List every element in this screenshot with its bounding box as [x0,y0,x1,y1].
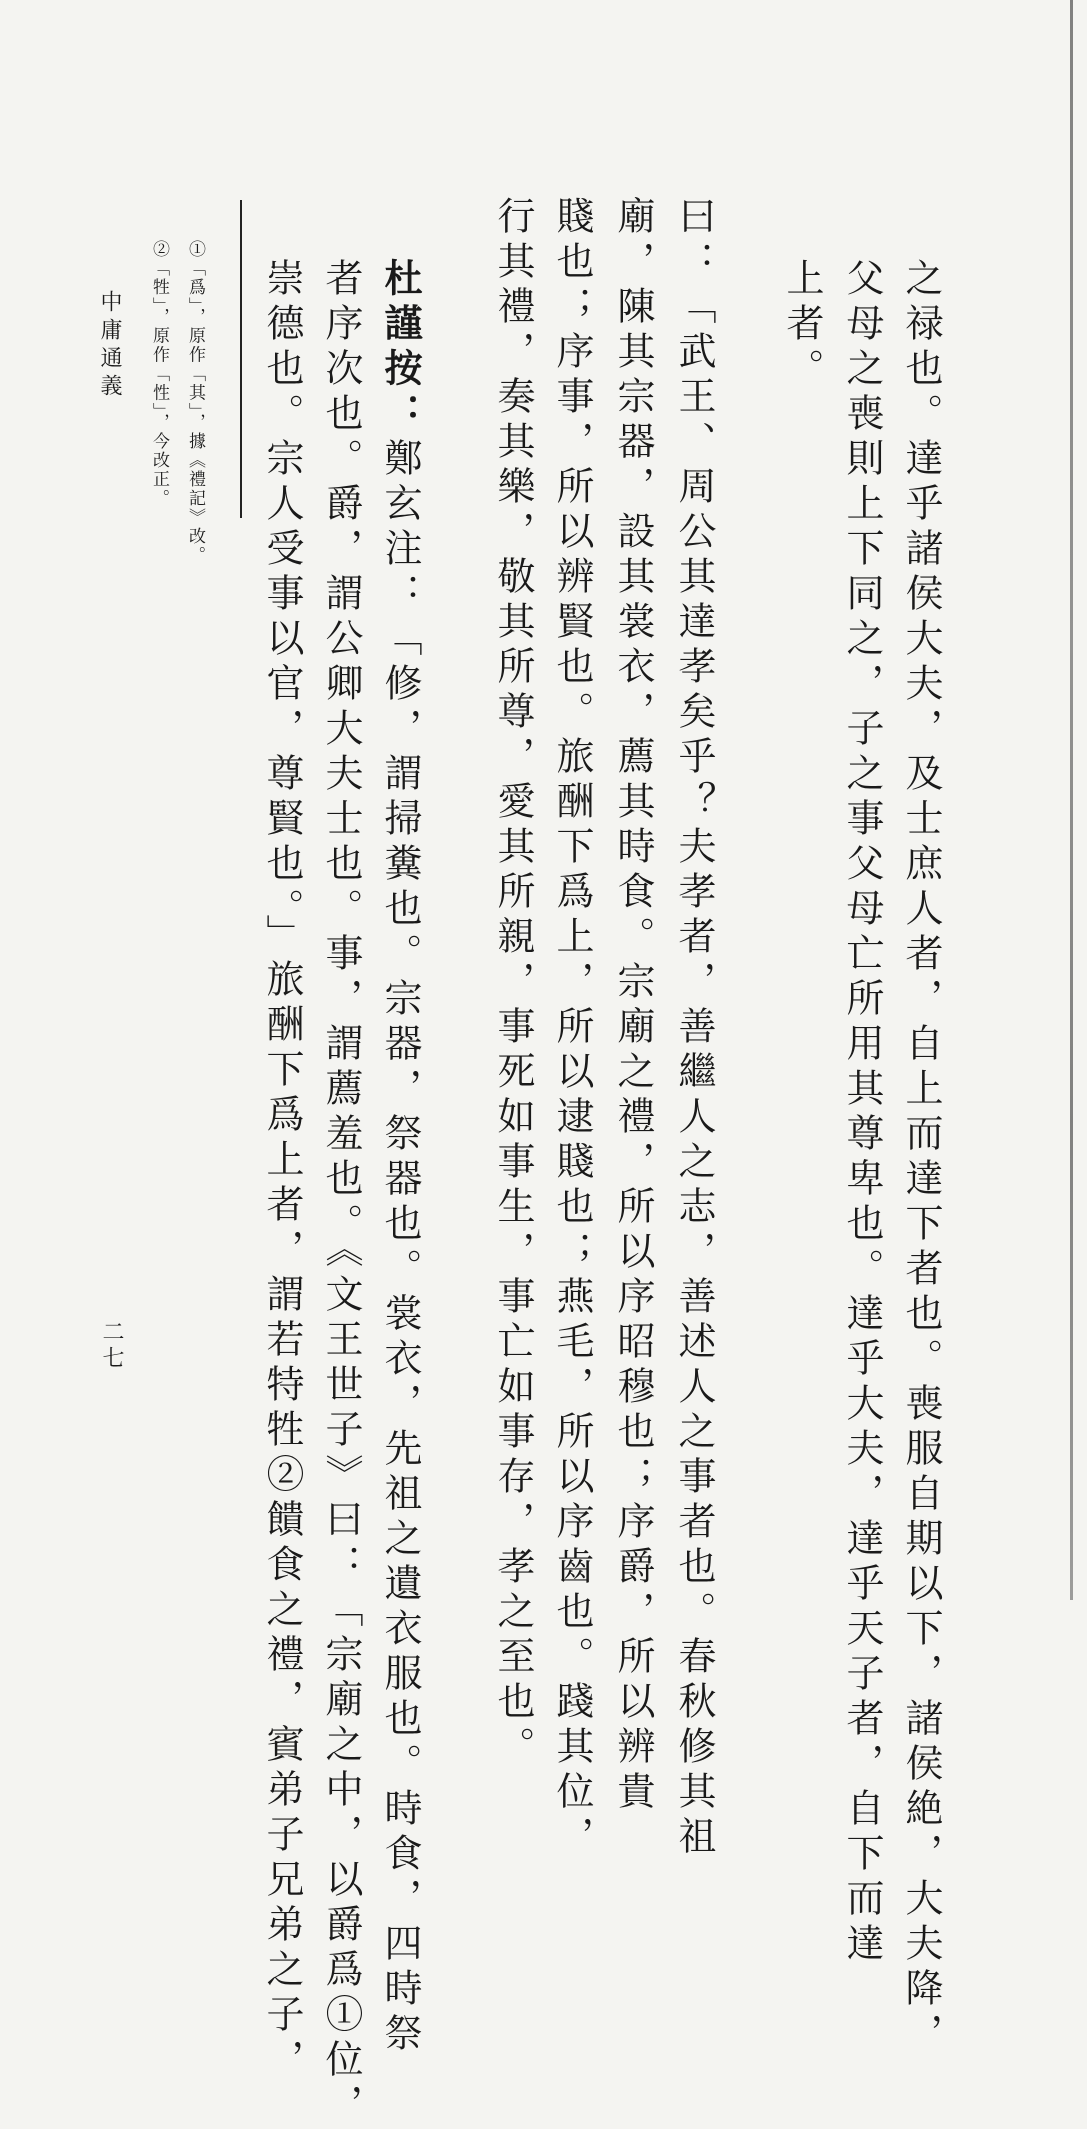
footnote-2: ②「牲」，原作「性」，今改正。 [149,240,169,508]
running-title: 中庸通義 [97,290,122,402]
commentary-text: 鄭玄注：「修，謂掃糞也。宗器，祭器也。裳衣，先祖之遺衣服也。時食，四時祭 [378,438,422,2058]
text-column-2: 父母之喪則上下同之，子之事父母亡所用其尊卑也。達乎大夫，達乎天子者，自下而達 [840,258,884,1968]
commentary-column-1 [378,258,423,2058]
text-column-6: 賤也；序事，所以辨賢也。旅酬下爲上，所以逮賤也；燕毛，所以序齒也。踐其位， [550,196,594,1861]
text-column-1: 之禄也。達乎諸侯大夫，及士庶人者，自上而達下者也。喪服自期以下，諸侯絶，大夫降， [899,258,943,2058]
footnote-1: ①「爲」，原作「其」，據《禮記》改。 [185,240,205,565]
page-edge-shadow [1070,0,1073,1600]
text-column-7: 行其禮，奏其樂，敬其所尊，愛其所親，事死如事生，事亡如事存，孝之至也。 [491,196,535,1771]
commentary-column-3: 崇德也。宗人受事以官，尊賢也。」旅酬下爲上者，謂若特牲②饋食之禮，賓弟子兄弟之子， [260,258,304,2084]
text-column-3: 上者。 [780,258,824,393]
text-column-5: 廟，陳其宗器，設其裳衣，薦其時食。宗廟之禮，所以序昭穆也；序爵，所以辨貴 [611,196,655,1816]
commentary-column-2: 者序次也。爵，謂公卿大夫士也。事，謂薦羞也。《文王世子》曰：「宗廟之中，以爵爲①位， [319,258,363,2129]
page-number: 二七 [99,1320,124,1372]
text-column-4: 曰：「武王、周公其達孝矣乎？夫孝者，善繼人之志，善述人之事者也。春秋修其祖 [672,196,716,1861]
footnote-rule [240,200,242,518]
commentary-label: 杜謹按： [378,258,423,438]
